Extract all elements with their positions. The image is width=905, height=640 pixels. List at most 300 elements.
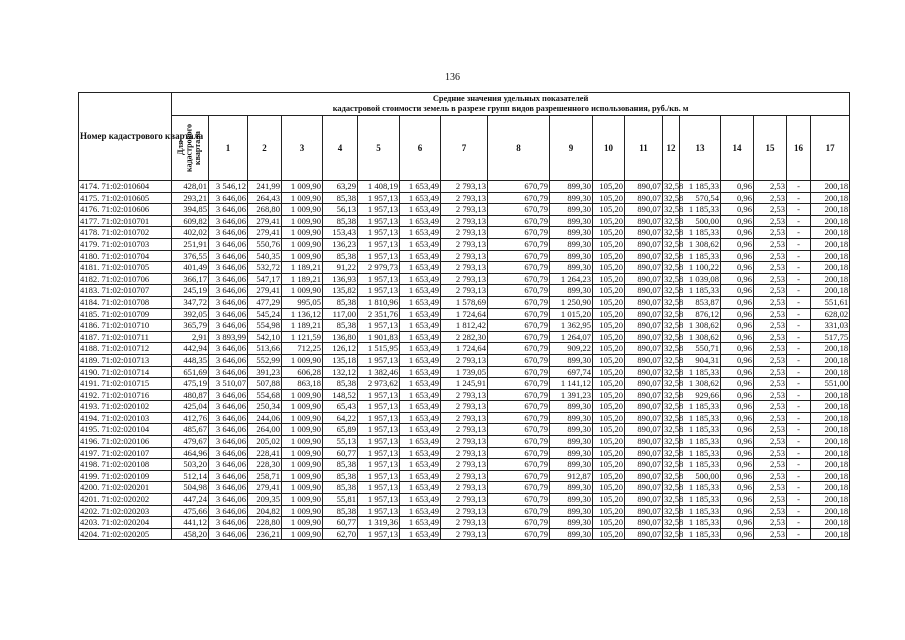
value-cell: -	[787, 436, 811, 448]
value-cell: 1 245,91	[441, 378, 488, 390]
value-cell: 670,79	[488, 320, 550, 332]
value-cell: 1 957,13	[358, 250, 400, 262]
quarter-number-cell: 4193. 71:02:020102	[79, 401, 172, 413]
value-cell: 105,20	[593, 505, 625, 517]
value-cell: 2,53	[754, 238, 787, 250]
value-cell: 200,18	[811, 447, 850, 459]
value-cell: 2,53	[754, 412, 787, 424]
value-cell: 3 646,06	[209, 494, 248, 506]
value-cell: 32,58	[664, 424, 684, 435]
value-cell: 62,70	[323, 528, 358, 540]
value-cell: 3 646,06	[209, 482, 248, 494]
value-cell: 200,18	[811, 401, 850, 413]
value-cell: 1 009,90	[282, 528, 323, 540]
value-cell: 105,20	[593, 378, 625, 390]
table-row	[79, 273, 850, 285]
value-cell: 876,12	[680, 308, 721, 320]
table-row	[79, 436, 850, 448]
table-row	[79, 296, 850, 308]
quarter-number-cell: 4179. 71:02:010703	[79, 238, 172, 250]
value-cell: 0,96	[721, 389, 754, 401]
value-cell: 2,53	[754, 331, 787, 343]
quarter-number-cell: 4199. 71:02:020109	[79, 470, 172, 482]
value-cell: 1 653,49	[400, 459, 441, 471]
value-cell: 293,21	[172, 192, 209, 204]
value-cell: 264,43	[248, 192, 282, 204]
value-cell: 3 646,06	[209, 366, 248, 378]
value-cell: 1 957,13	[358, 447, 400, 459]
value-cell: 1 308,62	[680, 331, 721, 343]
value-cell: 200,18	[811, 192, 850, 204]
value-cell: 153,43	[323, 227, 358, 239]
value-cell: 890,07	[625, 320, 663, 332]
value-cell: 2,91	[172, 331, 209, 343]
value-cell: 0,96	[721, 366, 754, 378]
value-cell: 1 121,59	[282, 331, 323, 343]
quarter-number-cell: 4185. 71:02:010709	[79, 308, 172, 320]
value-cell: -	[787, 482, 811, 494]
quarter-number-cell: 4202. 71:02:020203	[79, 505, 172, 517]
value-cell: 670,79	[488, 494, 550, 506]
value-cell: 1 009,90	[282, 181, 323, 193]
group-column-header: 8	[488, 116, 550, 181]
value-cell: 697,74	[550, 366, 593, 378]
value-cell: 394,85	[172, 204, 209, 216]
quarter-number-cell: 4182. 71:02:010706	[79, 273, 172, 285]
first-column-header-text: Для кадастрового квартала	[176, 123, 203, 173]
value-cell: 1 185,33	[680, 401, 721, 413]
value-cell: 3 510,07	[209, 378, 248, 390]
value-cell: 1 901,83	[358, 331, 400, 343]
value-cell: 32,58	[664, 296, 684, 307]
value-cell: 1 957,13	[358, 354, 400, 366]
value-cell: 1 653,49	[400, 227, 441, 239]
table-row	[79, 366, 850, 378]
value-cell: 3 646,06	[209, 424, 248, 436]
value-cell: 3 546,12	[209, 181, 248, 193]
value-cell: 1 009,90	[282, 354, 323, 366]
value-cell: 899,30	[550, 494, 593, 506]
value-cell: 1 009,90	[282, 250, 323, 262]
value-cell: 2 793,13	[441, 285, 488, 297]
value-cell: 1 185,33	[680, 459, 721, 471]
value-cell: 2,53	[754, 447, 787, 459]
value-cell: 1 009,90	[282, 470, 323, 482]
value-cell: 132,12	[323, 366, 358, 378]
value-cell: 551,00	[811, 378, 850, 390]
value-cell: 200,18	[811, 459, 850, 471]
value-cell: 1 812,42	[441, 320, 488, 332]
value-cell: -	[787, 494, 811, 506]
value-cell: 1 653,49	[400, 308, 441, 320]
value-cell: 65,43	[323, 401, 358, 413]
group-column-header: 10	[593, 116, 625, 181]
value-cell: 1 653,49	[400, 250, 441, 262]
value-cell: 200,18	[811, 227, 850, 239]
value-cell: 670,79	[488, 528, 550, 540]
value-cell: 0,96	[721, 482, 754, 494]
value-cell: 1 653,49	[400, 494, 441, 506]
group-column-header: 4	[323, 116, 358, 181]
value-cell: 517,75	[811, 331, 850, 343]
value-cell: 1 382,46	[358, 366, 400, 378]
value-cell: 995,05	[282, 296, 323, 308]
value-cell: 2 793,13	[441, 181, 488, 193]
value-cell: 0,96	[721, 192, 754, 204]
group-column-header: 11	[625, 116, 663, 181]
value-cell: 670,79	[488, 204, 550, 216]
value-cell: 1 724,64	[441, 308, 488, 320]
value-cell: 899,30	[550, 227, 593, 239]
value-cell: 0,96	[721, 505, 754, 517]
value-cell: 0,96	[721, 227, 754, 239]
value-cell: 1 009,90	[282, 412, 323, 424]
value-cell: 126,12	[323, 343, 358, 355]
value-cell: 200,18	[811, 517, 850, 529]
value-cell: 554,98	[248, 320, 282, 332]
value-cell: 3 646,06	[209, 238, 248, 250]
value-cell: 200,18	[811, 482, 850, 494]
value-cell: 32,58	[664, 181, 684, 191]
quarter-number-cell: 4176. 71:02:010606	[79, 204, 172, 216]
value-cell: 3 646,06	[209, 447, 248, 459]
value-cell: 1 653,49	[400, 343, 441, 355]
table-row	[79, 412, 850, 424]
value-cell: 1 009,90	[282, 215, 323, 227]
value-cell: 105,20	[593, 470, 625, 482]
table-row	[79, 482, 850, 494]
value-cell: 670,79	[488, 331, 550, 343]
value-cell: 1 189,21	[282, 262, 323, 274]
value-cell: 366,17	[172, 273, 209, 285]
value-cell: 1 308,62	[680, 378, 721, 390]
value-cell: 863,18	[282, 378, 323, 390]
value-cell: 1 100,22	[680, 262, 721, 274]
value-cell: 890,07	[625, 238, 663, 250]
value-cell: 228,80	[248, 517, 282, 529]
value-cell: 0,96	[721, 424, 754, 436]
value-cell: 890,07	[625, 192, 663, 204]
value-cell: 251,91	[172, 238, 209, 250]
value-cell: 1 009,90	[282, 482, 323, 494]
value-cell: 899,30	[550, 215, 593, 227]
value-cell: 2,53	[754, 482, 787, 494]
value-cell: 105,20	[593, 273, 625, 285]
value-cell: 670,79	[488, 412, 550, 424]
value-cell: 1 189,21	[282, 273, 323, 285]
value-cell: 2,53	[754, 401, 787, 413]
value-cell: 1 185,33	[680, 436, 721, 448]
table-row	[79, 528, 850, 540]
value-cell: 912,87	[550, 470, 593, 482]
value-cell: 890,07	[625, 436, 663, 448]
value-cell: 904,31	[680, 354, 721, 366]
value-cell: 0,96	[721, 494, 754, 506]
value-cell: 2 793,13	[441, 517, 488, 529]
value-cell: 1 136,12	[282, 308, 323, 320]
value-cell: 105,20	[593, 494, 625, 506]
value-cell: 2 793,13	[441, 192, 488, 204]
table-row	[79, 459, 850, 471]
value-cell: -	[787, 192, 811, 204]
value-cell: 1 009,90	[282, 401, 323, 413]
value-cell: 136,80	[323, 331, 358, 343]
value-cell: 32,58	[664, 250, 684, 261]
value-cell: 32,58	[664, 412, 684, 423]
table-row	[79, 401, 850, 413]
value-cell: 105,20	[593, 192, 625, 204]
value-cell: 670,79	[488, 354, 550, 366]
value-cell: 85,38	[323, 215, 358, 227]
value-cell: 2,53	[754, 424, 787, 436]
quarter-number-cell: 4195. 71:02:020104	[79, 424, 172, 436]
value-cell: 929,66	[680, 389, 721, 401]
value-cell: 412,76	[172, 412, 209, 424]
value-cell: 3 646,06	[209, 296, 248, 308]
value-cell: 1 362,95	[550, 320, 593, 332]
value-cell: 554,68	[248, 389, 282, 401]
value-cell: 441,12	[172, 517, 209, 529]
value-cell: 279,41	[248, 285, 282, 297]
value-cell: 500,00	[680, 470, 721, 482]
header-row-title	[79, 93, 850, 116]
group-column-header: 3	[282, 116, 323, 181]
value-cell: 1 653,49	[400, 262, 441, 274]
group-column-header: 13	[680, 116, 721, 181]
value-cell: 1 009,90	[282, 424, 323, 436]
value-cell: 651,69	[172, 366, 209, 378]
value-cell: 2 793,13	[441, 447, 488, 459]
value-cell: 1 653,49	[400, 528, 441, 540]
value-cell: 3 646,06	[209, 528, 248, 540]
value-cell: -	[787, 250, 811, 262]
value-cell: 1 185,33	[680, 517, 721, 529]
value-cell: 512,14	[172, 470, 209, 482]
value-cell: 1 308,62	[680, 238, 721, 250]
quarter-number-cell: 4175. 71:02:010605	[79, 192, 172, 204]
value-cell: 2,53	[754, 343, 787, 355]
quarter-number-cell: 4186. 71:02:010710	[79, 320, 172, 332]
value-cell: 2,53	[754, 459, 787, 471]
value-cell: 200,18	[811, 412, 850, 424]
value-cell: 3 646,06	[209, 389, 248, 401]
value-cell: 670,79	[488, 215, 550, 227]
value-cell: -	[787, 296, 811, 308]
value-cell: 2 793,13	[441, 250, 488, 262]
value-cell: 64,22	[323, 412, 358, 424]
value-cell: 899,30	[550, 412, 593, 424]
value-cell: 475,19	[172, 378, 209, 390]
value-cell: 2,53	[754, 389, 787, 401]
quarter-number-cell: 4192. 71:02:010716	[79, 389, 172, 401]
value-cell: 105,20	[593, 331, 625, 343]
value-cell: 0,96	[721, 238, 754, 250]
value-cell: 32,58	[664, 331, 684, 342]
value-cell: -	[787, 424, 811, 436]
value-cell: 3 646,06	[209, 505, 248, 517]
table-body	[79, 181, 850, 540]
value-cell: 545,24	[248, 308, 282, 320]
first-column-header-wrap	[173, 116, 207, 180]
value-cell: 890,07	[625, 447, 663, 459]
value-cell: 3 646,06	[209, 308, 248, 320]
value-cell: 3 646,06	[209, 401, 248, 413]
quarter-number-cell: 4178. 71:02:010702	[79, 227, 172, 239]
value-cell: 279,41	[248, 215, 282, 227]
value-cell: 899,30	[550, 181, 593, 193]
value-cell: 204,82	[248, 505, 282, 517]
quarter-number-cell: 4174. 71:02:010604	[79, 181, 172, 193]
value-cell: 32,58	[664, 436, 684, 447]
value-cell: 105,20	[593, 482, 625, 494]
value-cell: 3 646,06	[209, 354, 248, 366]
value-cell: 2,53	[754, 192, 787, 204]
value-cell: 1 185,33	[680, 424, 721, 436]
value-cell: 2 793,13	[441, 528, 488, 540]
value-cell: 1 009,90	[282, 192, 323, 204]
group-column-header: 6	[400, 116, 441, 181]
value-cell: 135,18	[323, 354, 358, 366]
value-cell: 0,96	[721, 331, 754, 343]
value-cell: 0,96	[721, 412, 754, 424]
quarter-number-cell: 4197. 71:02:020107	[79, 447, 172, 459]
value-cell: 670,79	[488, 343, 550, 355]
value-cell: 200,18	[811, 366, 850, 378]
value-cell: 1 653,49	[400, 192, 441, 204]
quarter-number-cell: 4201. 71:02:020202	[79, 494, 172, 506]
value-cell: 1 957,13	[358, 273, 400, 285]
value-cell: 200,18	[811, 436, 850, 448]
value-cell: 391,23	[248, 366, 282, 378]
value-cell: 670,79	[488, 308, 550, 320]
value-cell: 85,38	[323, 505, 358, 517]
value-cell: 1 009,90	[282, 204, 323, 216]
value-cell: 1 957,13	[358, 238, 400, 250]
value-cell: 2 793,13	[441, 505, 488, 517]
value-cell: 425,04	[172, 401, 209, 413]
value-cell: 0,96	[721, 262, 754, 274]
value-cell: 55,13	[323, 436, 358, 448]
value-cell: 105,20	[593, 285, 625, 297]
value-cell: 32,58	[664, 273, 684, 284]
value-cell: 32,58	[664, 401, 684, 412]
value-cell: -	[787, 227, 811, 239]
value-cell: 890,07	[625, 273, 663, 285]
value-cell: 32,58	[664, 447, 684, 458]
table-row	[79, 204, 850, 216]
value-cell: 0,96	[721, 459, 754, 471]
table-row	[79, 215, 850, 227]
value-cell: 1 810,96	[358, 296, 400, 308]
value-cell: 105,20	[593, 227, 625, 239]
value-cell: 1 653,49	[400, 366, 441, 378]
value-cell: 890,07	[625, 412, 663, 424]
value-cell: 1 653,49	[400, 447, 441, 459]
value-cell: 507,88	[248, 378, 282, 390]
value-cell: 105,20	[593, 215, 625, 227]
value-cell: -	[787, 285, 811, 297]
table-row	[79, 505, 850, 517]
value-cell: 32,58	[664, 285, 684, 296]
value-cell: 3 646,06	[209, 215, 248, 227]
value-cell: 670,79	[488, 389, 550, 401]
value-cell: 1 957,13	[358, 505, 400, 517]
value-cell: 105,20	[593, 447, 625, 459]
value-cell: 2 793,13	[441, 389, 488, 401]
value-cell: 428,01	[172, 181, 209, 193]
value-cell: 2,53	[754, 436, 787, 448]
cadastral-values-table	[78, 92, 850, 540]
value-cell: 2,53	[754, 285, 787, 297]
value-cell: -	[787, 204, 811, 216]
value-cell: 32,58	[664, 482, 684, 493]
value-cell: 1 308,62	[680, 320, 721, 332]
value-cell: 890,07	[625, 505, 663, 517]
value-cell: 1 578,69	[441, 296, 488, 308]
value-cell: 1 957,13	[358, 285, 400, 297]
value-cell: 2 793,13	[441, 215, 488, 227]
value-cell: 670,79	[488, 517, 550, 529]
value-cell: 200,18	[811, 250, 850, 262]
value-cell: 105,20	[593, 459, 625, 471]
value-cell: 1 408,19	[358, 181, 400, 193]
value-cell: 1 653,49	[400, 517, 441, 529]
value-cell: 85,38	[323, 459, 358, 471]
table-row	[79, 470, 850, 482]
value-cell: 479,67	[172, 436, 209, 448]
value-cell: 0,96	[721, 401, 754, 413]
value-cell: 2,53	[754, 273, 787, 285]
value-cell: 3 646,06	[209, 517, 248, 529]
value-cell: 899,30	[550, 354, 593, 366]
value-cell: 1 009,90	[282, 447, 323, 459]
value-cell: 1 015,20	[550, 308, 593, 320]
value-cell: 136,93	[323, 273, 358, 285]
value-cell: 1 039,08	[680, 273, 721, 285]
table-row	[79, 378, 850, 390]
value-cell: 1 185,33	[680, 204, 721, 216]
quarter-number-cell: 4196. 71:02:020106	[79, 436, 172, 448]
value-cell: 1 653,49	[400, 181, 441, 193]
value-cell: 200,18	[811, 262, 850, 274]
value-cell: 0,96	[721, 204, 754, 216]
value-cell: 1 653,49	[400, 389, 441, 401]
quarter-column-header: Номер кадастрового квартала	[79, 93, 172, 181]
value-cell: 200,18	[811, 273, 850, 285]
quarter-number-cell: 4184. 71:02:010708	[79, 296, 172, 308]
quarter-number-cell: 4204. 71:02:020205	[79, 528, 172, 540]
value-cell: 200,18	[811, 204, 850, 216]
value-cell: 670,79	[488, 273, 550, 285]
value-cell: 200,18	[811, 505, 850, 517]
table-row	[79, 308, 850, 320]
value-cell: 2 793,13	[441, 470, 488, 482]
group-column-header: 16	[787, 116, 811, 181]
table-row	[79, 320, 850, 332]
value-cell: 85,38	[323, 470, 358, 482]
value-cell: 3 893,99	[209, 331, 248, 343]
value-cell: 1 653,49	[400, 320, 441, 332]
value-cell: 2 793,13	[441, 412, 488, 424]
value-cell: 1 653,49	[400, 482, 441, 494]
value-cell: 890,07	[625, 285, 663, 297]
quarter-number-cell: 4198. 71:02:020108	[79, 459, 172, 471]
value-cell: 1 724,64	[441, 343, 488, 355]
value-cell: 56,13	[323, 204, 358, 216]
value-cell: 60,77	[323, 517, 358, 529]
value-cell: 464,96	[172, 447, 209, 459]
value-cell: 1 009,90	[282, 389, 323, 401]
